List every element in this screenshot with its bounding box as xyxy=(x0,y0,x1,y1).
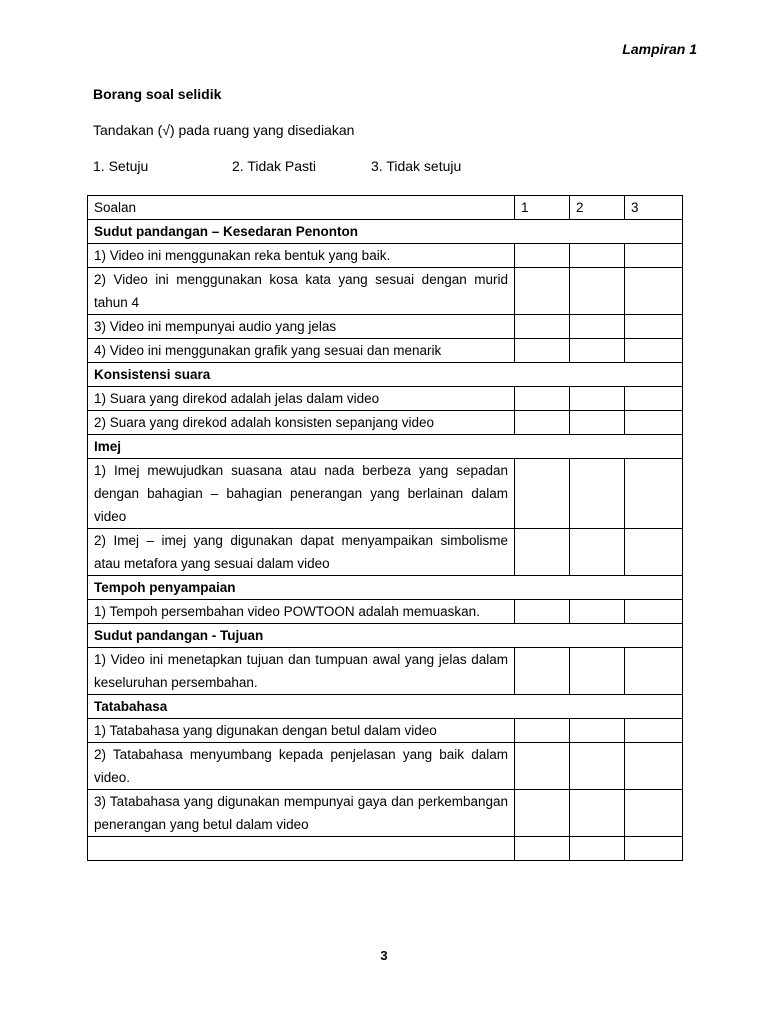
question-text: 4) Video ini menggunakan grafik yang sesuai dan menarik xyxy=(88,339,515,363)
rating-cell-1[interactable] xyxy=(515,790,570,837)
question-row xyxy=(88,719,683,743)
rating-cell-2[interactable] xyxy=(570,719,625,743)
instruction-text: Tandakan (√) pada ruang yang disediakan xyxy=(93,122,355,138)
question-row xyxy=(88,743,683,790)
scale-option-agree: 1. Setuju xyxy=(93,158,149,174)
rating-cell-3[interactable] xyxy=(625,459,683,529)
rating-cell-1[interactable] xyxy=(515,268,570,315)
header-rating-2: 2 xyxy=(570,196,625,220)
rating-cell-1[interactable] xyxy=(515,743,570,790)
empty-rating-cell[interactable] xyxy=(515,837,570,861)
survey-table xyxy=(87,195,683,861)
question-text: 2) Suara yang direkod adalah konsisten sepanjang video xyxy=(88,411,515,435)
question-text: 1) Tempoh persembahan video POWTOON adalah memuaskan. xyxy=(88,600,515,624)
question-text: 1) Video ini menetapkan tujuan dan tumpuan awal yang jelas dalam keseluruhan persembahan. xyxy=(88,648,515,695)
question-row xyxy=(88,387,683,411)
empty-question-cell xyxy=(88,837,515,861)
section-title: Sudut pandangan – Kesedaran Penonton xyxy=(88,220,683,244)
survey-body xyxy=(88,220,683,861)
rating-cell-2[interactable] xyxy=(570,244,625,268)
rating-cell-2[interactable] xyxy=(570,387,625,411)
rating-cell-1[interactable] xyxy=(515,339,570,363)
rating-cell-1[interactable] xyxy=(515,529,570,576)
rating-cell-2[interactable] xyxy=(570,315,625,339)
rating-cell-3[interactable] xyxy=(625,600,683,624)
rating-cell-3[interactable] xyxy=(625,411,683,435)
rating-cell-2[interactable] xyxy=(570,411,625,435)
question-text: 1) Suara yang direkod adalah jelas dalam video xyxy=(88,387,515,411)
section-title: Tatabahasa xyxy=(88,695,683,719)
question-row xyxy=(88,411,683,435)
rating-cell-3[interactable] xyxy=(625,315,683,339)
section-row xyxy=(88,220,683,244)
header-rating-1: 1 xyxy=(515,196,570,220)
section-title: Konsistensi suara xyxy=(88,363,683,387)
rating-cell-1[interactable] xyxy=(515,459,570,529)
rating-cell-2[interactable] xyxy=(570,339,625,363)
question-text: 2) Tatabahasa menyumbang kepada penjelasan yang baik dalam video. xyxy=(88,743,515,790)
scale-option-disagree: 3. Tidak setuju xyxy=(371,158,462,174)
rating-cell-3[interactable] xyxy=(625,268,683,315)
question-text: 1) Video ini menggunakan reka bentuk yang baik. xyxy=(88,244,515,268)
rating-cell-1[interactable] xyxy=(515,648,570,695)
header-question: Soalan xyxy=(88,196,515,220)
question-text: 2) Video ini menggunakan kosa kata yang sesuai dengan murid tahun 4 xyxy=(88,268,515,315)
section-title: Imej xyxy=(88,435,683,459)
rating-cell-1[interactable] xyxy=(515,244,570,268)
rating-cell-3[interactable] xyxy=(625,743,683,790)
rating-cell-2[interactable] xyxy=(570,790,625,837)
empty-row xyxy=(88,837,683,861)
page-number: 3 xyxy=(380,948,388,963)
question-row xyxy=(88,790,683,837)
question-row xyxy=(88,268,683,315)
rating-cell-3[interactable] xyxy=(625,648,683,695)
section-title: Tempoh penyampaian xyxy=(88,576,683,600)
section-row xyxy=(88,363,683,387)
rating-cell-2[interactable] xyxy=(570,268,625,315)
question-row xyxy=(88,244,683,268)
form-title: Borang soal selidik xyxy=(93,86,222,102)
rating-cell-2[interactable] xyxy=(570,648,625,695)
header-rating-3: 3 xyxy=(625,196,683,220)
rating-cell-2[interactable] xyxy=(570,529,625,576)
rating-cell-1[interactable] xyxy=(515,600,570,624)
section-row xyxy=(88,695,683,719)
section-title: Sudut pandangan - Tujuan xyxy=(88,624,683,648)
rating-cell-3[interactable] xyxy=(625,529,683,576)
rating-cell-3[interactable] xyxy=(625,387,683,411)
question-row xyxy=(88,648,683,695)
question-text: 1) Imej mewujudkan suasana atau nada berbeza yang sepadan dengan bahagian – bahagian penerangan yang berlainan dalam video xyxy=(88,459,515,529)
question-row xyxy=(88,339,683,363)
section-row xyxy=(88,576,683,600)
rating-cell-2[interactable] xyxy=(570,743,625,790)
question-row xyxy=(88,600,683,624)
rating-cell-1[interactable] xyxy=(515,387,570,411)
question-text: 2) Imej – imej yang digunakan dapat menyampaikan simbolisme atau metafora yang sesuai dalam video xyxy=(88,529,515,576)
question-row xyxy=(88,315,683,339)
question-row xyxy=(88,529,683,576)
empty-rating-cell[interactable] xyxy=(625,837,683,861)
section-row xyxy=(88,624,683,648)
rating-cell-2[interactable] xyxy=(570,459,625,529)
rating-cell-1[interactable] xyxy=(515,719,570,743)
rating-cell-1[interactable] xyxy=(515,411,570,435)
question-text: 3) Video ini mempunyai audio yang jelas xyxy=(88,315,515,339)
appendix-label: Lampiran 1 xyxy=(622,41,697,57)
rating-cell-3[interactable] xyxy=(625,339,683,363)
empty-rating-cell[interactable] xyxy=(570,837,625,861)
rating-scale xyxy=(93,158,593,176)
section-row xyxy=(88,435,683,459)
question-row xyxy=(88,459,683,529)
rating-cell-3[interactable] xyxy=(625,790,683,837)
table-header-row xyxy=(88,196,683,220)
rating-cell-3[interactable] xyxy=(625,719,683,743)
rating-cell-3[interactable] xyxy=(625,244,683,268)
rating-cell-1[interactable] xyxy=(515,315,570,339)
scale-option-unsure: 2. Tidak Pasti xyxy=(232,158,317,174)
rating-cell-2[interactable] xyxy=(570,600,625,624)
question-text: 3) Tatabahasa yang digunakan mempunyai gaya dan perkembangan penerangan yang betul dalam video xyxy=(88,790,515,837)
question-text: 1) Tatabahasa yang digunakan dengan betul dalam video xyxy=(88,719,515,743)
